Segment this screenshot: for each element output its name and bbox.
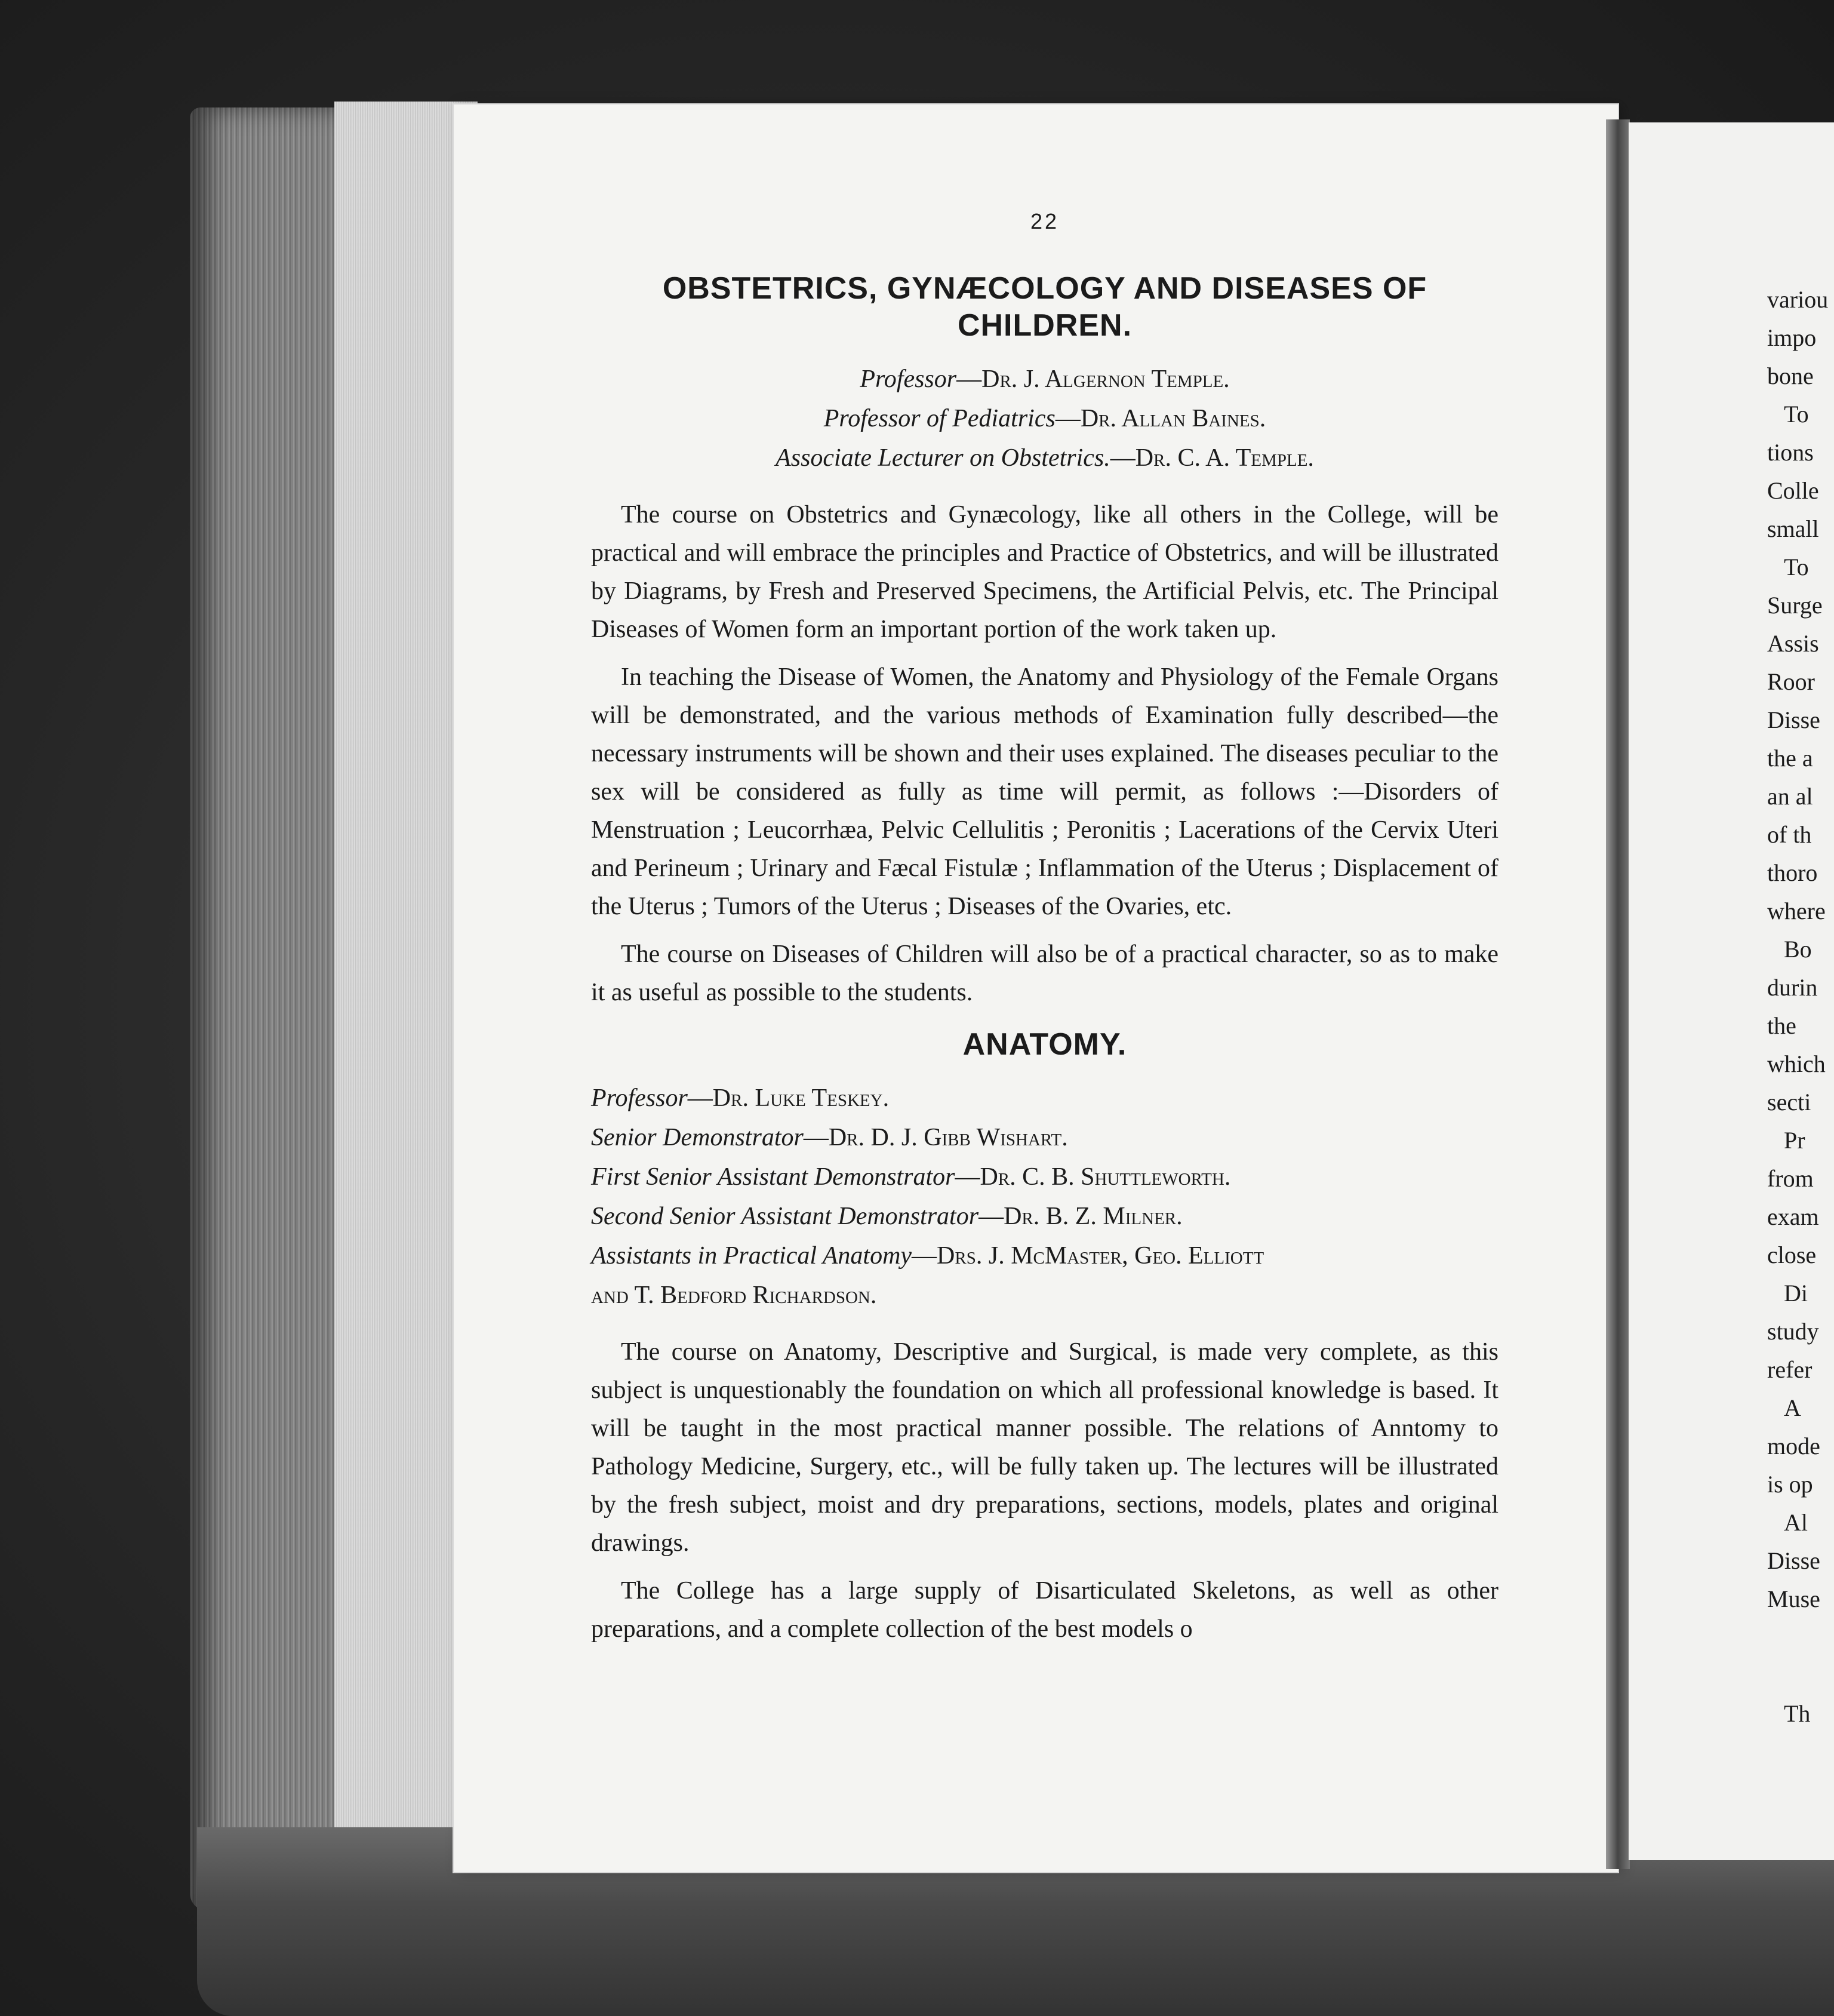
staff-entry bbox=[591, 1118, 1498, 1157]
staff-name: Dr. C. B. Shuttleworth. bbox=[980, 1163, 1231, 1191]
right-page-line: durin bbox=[1767, 974, 1818, 1001]
right-page-line: close bbox=[1767, 1241, 1817, 1268]
staff-list-anatomy bbox=[591, 1078, 1498, 1315]
staff-role: Associate Lecturer on Obstetrics. bbox=[776, 444, 1110, 472]
right-page-line: is op bbox=[1767, 1471, 1813, 1498]
staff-entry bbox=[591, 1157, 1498, 1197]
right-page-line: Roor bbox=[1767, 668, 1815, 695]
staff-role: Second Senior Assistant Demonstrator bbox=[591, 1203, 979, 1230]
staff-role: Assistants in Practical Anatomy bbox=[591, 1242, 912, 1270]
staff-role: Professor bbox=[860, 365, 957, 393]
right-page-line: from bbox=[1767, 1165, 1814, 1192]
right-page-line: Colle bbox=[1767, 477, 1819, 504]
section-title-anatomy: ANATOMY. bbox=[962, 1027, 1127, 1062]
right-page-line bbox=[1767, 1618, 1834, 1657]
staff-name: Drs. J. McMaster, Geo. Elliott bbox=[937, 1242, 1264, 1270]
section-title-obstetrics bbox=[591, 270, 1498, 344]
staff-entry bbox=[591, 1197, 1498, 1236]
right-page-text-fragments bbox=[1767, 281, 1834, 1733]
right-page-line bbox=[1767, 1657, 1834, 1695]
body-paragraph: The course on Diseases of Children will also be of a practical character, so as to make it as useful as possible to the students. bbox=[591, 941, 1498, 1006]
staff-entry bbox=[591, 359, 1498, 399]
staff-role: First Senior Assistant Demonstrator bbox=[591, 1163, 955, 1191]
body-paragraph: In teaching the Disease of Women, the Anatomy and Physiology of the Female Organs will be demonstrated, and the various methods of Examination fully described—the necessary instruments will be shown and their uses explained. The diseases peculiar to the sex will be considered as fully as time will permit, as follows :—Disorders of Menstruation ; Leucorrhæa, Pelvic Cellulitis ; Peronitis ; Lacerations of the Cervix Uteri and Perineum ; Urinary and Fæcal Fistulæ ; Inflammation of the Uterus ; Displacement of the Uterus ; Tumors of the Uterus ; Diseases of the Ovaries, etc. bbox=[591, 663, 1498, 920]
right-page-line: thoro bbox=[1767, 859, 1818, 886]
right-page-line: Pr bbox=[1784, 1127, 1805, 1154]
staff-separator: — bbox=[1055, 405, 1081, 432]
staff-separator: — bbox=[912, 1242, 937, 1270]
section-title-line: CHILDREN. bbox=[957, 308, 1133, 343]
right-page-line: impo bbox=[1767, 324, 1817, 351]
right-page-line: variou bbox=[1767, 286, 1829, 313]
right-page-line: Th bbox=[1784, 1700, 1811, 1727]
right-page-line: secti bbox=[1767, 1089, 1811, 1115]
staff-separator: — bbox=[956, 365, 982, 393]
staff-list-obstetrics bbox=[591, 359, 1498, 478]
staff-separator: — bbox=[1110, 444, 1136, 472]
left-page-text bbox=[591, 209, 1498, 1658]
right-page-line: bone bbox=[1767, 362, 1814, 389]
right-page-line: Al bbox=[1784, 1509, 1808, 1536]
right-page-line: Di bbox=[1784, 1280, 1808, 1307]
staff-role: Senior Demonstrator bbox=[591, 1124, 804, 1151]
right-page-line: Surge bbox=[1767, 592, 1823, 619]
right-page-line: study bbox=[1767, 1318, 1819, 1345]
right-page-line: refer bbox=[1767, 1356, 1813, 1383]
staff-separator: — bbox=[978, 1203, 1004, 1230]
right-page-line: small bbox=[1767, 515, 1819, 542]
staff-separator: — bbox=[687, 1084, 713, 1112]
staff-name: Dr. C. A. Temple. bbox=[1135, 444, 1314, 472]
section-title-line: OBSTETRICS, GYNÆCOLOGY AND DISEASES OF bbox=[662, 271, 1427, 306]
staff-entry bbox=[591, 1236, 1498, 1276]
staff-name: Dr. B. Z. Milner. bbox=[1004, 1203, 1183, 1230]
right-page-line: tions bbox=[1767, 439, 1814, 466]
right-page-line: where bbox=[1767, 898, 1826, 924]
body-paragraph: The College has a large supply of Disarticulated Skeletons, as well as other preparations, and a complete collection of the best models o bbox=[591, 1577, 1498, 1643]
right-page-line: an al bbox=[1767, 783, 1813, 810]
right-page-line: which bbox=[1767, 1050, 1826, 1077]
staff-name: Dr. Allan Baines. bbox=[1080, 405, 1266, 432]
right-page-line: Disse bbox=[1767, 706, 1820, 733]
page-number: 22 bbox=[1030, 209, 1060, 233]
staff-separator: — bbox=[803, 1124, 829, 1151]
body-paragraph: The course on Obstetrics and Gynæcology, like all others in the College, will be practical and will embrace the principles and Practice of Obstetrics, and will be illustrated by Diagrams, by Fresh and Preserved Specimens, the Artificial Pelvis, etc. The Principal Diseases of Women form an important portion of the work taken up. bbox=[591, 501, 1498, 643]
right-page-line: A bbox=[1784, 1394, 1801, 1421]
staff-entry bbox=[591, 399, 1498, 438]
staff-name: Dr. D. J. Gibb Wishart. bbox=[828, 1124, 1068, 1151]
staff-name: Dr. Luke Teskey. bbox=[712, 1084, 890, 1112]
right-page-line: of th bbox=[1767, 821, 1812, 848]
right-page-line: To bbox=[1784, 554, 1809, 580]
staff-entry bbox=[591, 438, 1498, 478]
body-paragraph: The course on Anatomy, Descriptive and Surgical, is made very complete, as this subject is unquestionably the foundation on which all professional knowledge is based. It will be taught in the most practical manner possible. The relations of Anntomy to Pathology Medicine, Surgery, etc., will be fully taken up. The lectures will be illustrated by the fresh subject, moist and dry preparations, sections, models, plates and original drawings. bbox=[591, 1338, 1498, 1557]
right-page-line: Assis bbox=[1767, 630, 1819, 657]
staff-entry bbox=[591, 1078, 1498, 1118]
right-page-line: mode bbox=[1767, 1433, 1820, 1459]
staff-name: Dr. J. Algernon Temple. bbox=[981, 365, 1230, 393]
right-page-line: Disse bbox=[1767, 1547, 1820, 1574]
book-gutter bbox=[1606, 119, 1630, 1869]
right-page-line: Bo bbox=[1784, 936, 1812, 963]
right-page-line: the bbox=[1767, 1012, 1796, 1039]
right-page-line: the a bbox=[1767, 745, 1813, 772]
staff-separator: — bbox=[955, 1163, 980, 1191]
staff-continuation: and T. Bedford Richardson. bbox=[591, 1281, 877, 1309]
right-page-line: Muse bbox=[1767, 1585, 1820, 1612]
staff-role: Professor bbox=[591, 1084, 688, 1112]
right-page-line: exam bbox=[1767, 1203, 1819, 1230]
right-page-line: To bbox=[1784, 401, 1809, 428]
staff-role: Professor of Pediatrics bbox=[823, 405, 1056, 432]
